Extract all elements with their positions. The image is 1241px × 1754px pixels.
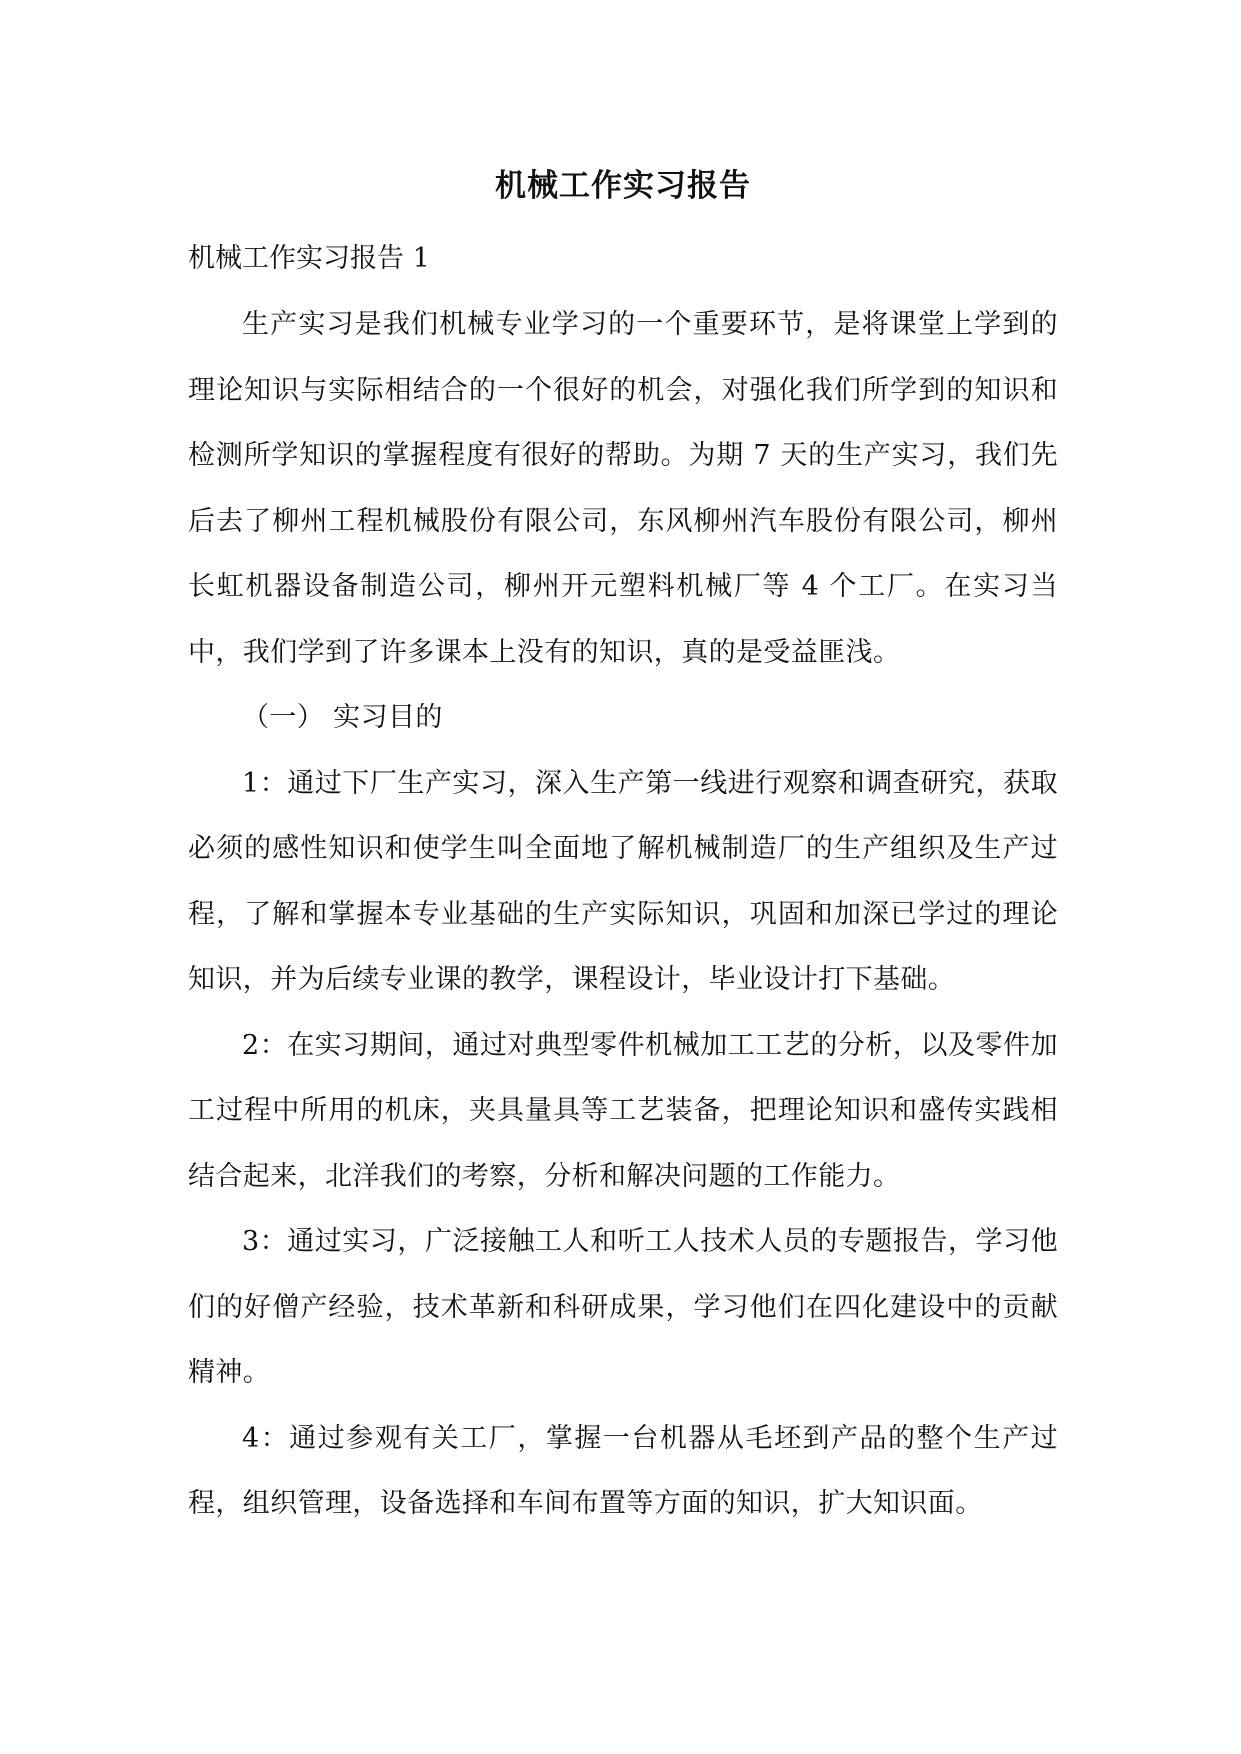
- report-subtitle: 机械工作实习报告 1: [188, 243, 430, 274]
- paragraph-purpose-3: 3：通过实习，广泛接触工人和听工人技术人员的专题报告，学习他们的好僧产经验，技术革新和科研成果，学习他们在四化建设中的贡献精神。: [188, 1226, 1058, 1388]
- paragraph-purpose-2: 2：在实习期间，通过对典型零件机械加工工艺的分析，以及零件加工过程中所用的机床，夹具量具等工艺装备，把理论知识和盛传实践相结合起来，北洋我们的考察，分析和解决问题的工作能力。: [188, 1029, 1058, 1192]
- paragraph-intro: 生产实习是我们机械专业学习的一个重要环节，是将课堂上学到的理论知识与实际相结合的一个很好的机会，对强化我们所学到的知识和检测所学知识的掌握程度有很好的帮助。为期 7 天的生产实习，我们先后去了柳州工程机械股份有限公司，东风柳州汽车股份有限公司，柳州长虹机器设备制造公司，柳州开元塑料机械厂等 4 个工厂。在实习当中，我们学到了许多课本上没有的知识，真的是受益匪浅。: [188, 309, 1058, 668]
- document-page: [188, 150, 1058, 1537]
- paragraph-purpose-4: 4：通过参观有关工厂，掌握一台机器从毛坯到产品的整个生产过程，组织管理，设备选择和车间布置等方面的知识，扩大知识面。: [188, 1422, 1058, 1519]
- document-title: 机械工作实习报告: [495, 168, 751, 204]
- paragraph-purpose-1: 1：通过下厂生产实习，深入生产第一线进行观察和调查研究，获取必须的感性知识和使学生叫全面地了解机械制造厂的生产组织及生产过程，了解和掌握本专业基础的生产实际知识，巩固和加深已学过的理论知识，并为后续专业课的教学，课程设计，毕业设计打下基础。: [188, 767, 1058, 995]
- section-heading-purpose: （一） 实习目的: [242, 702, 443, 733]
